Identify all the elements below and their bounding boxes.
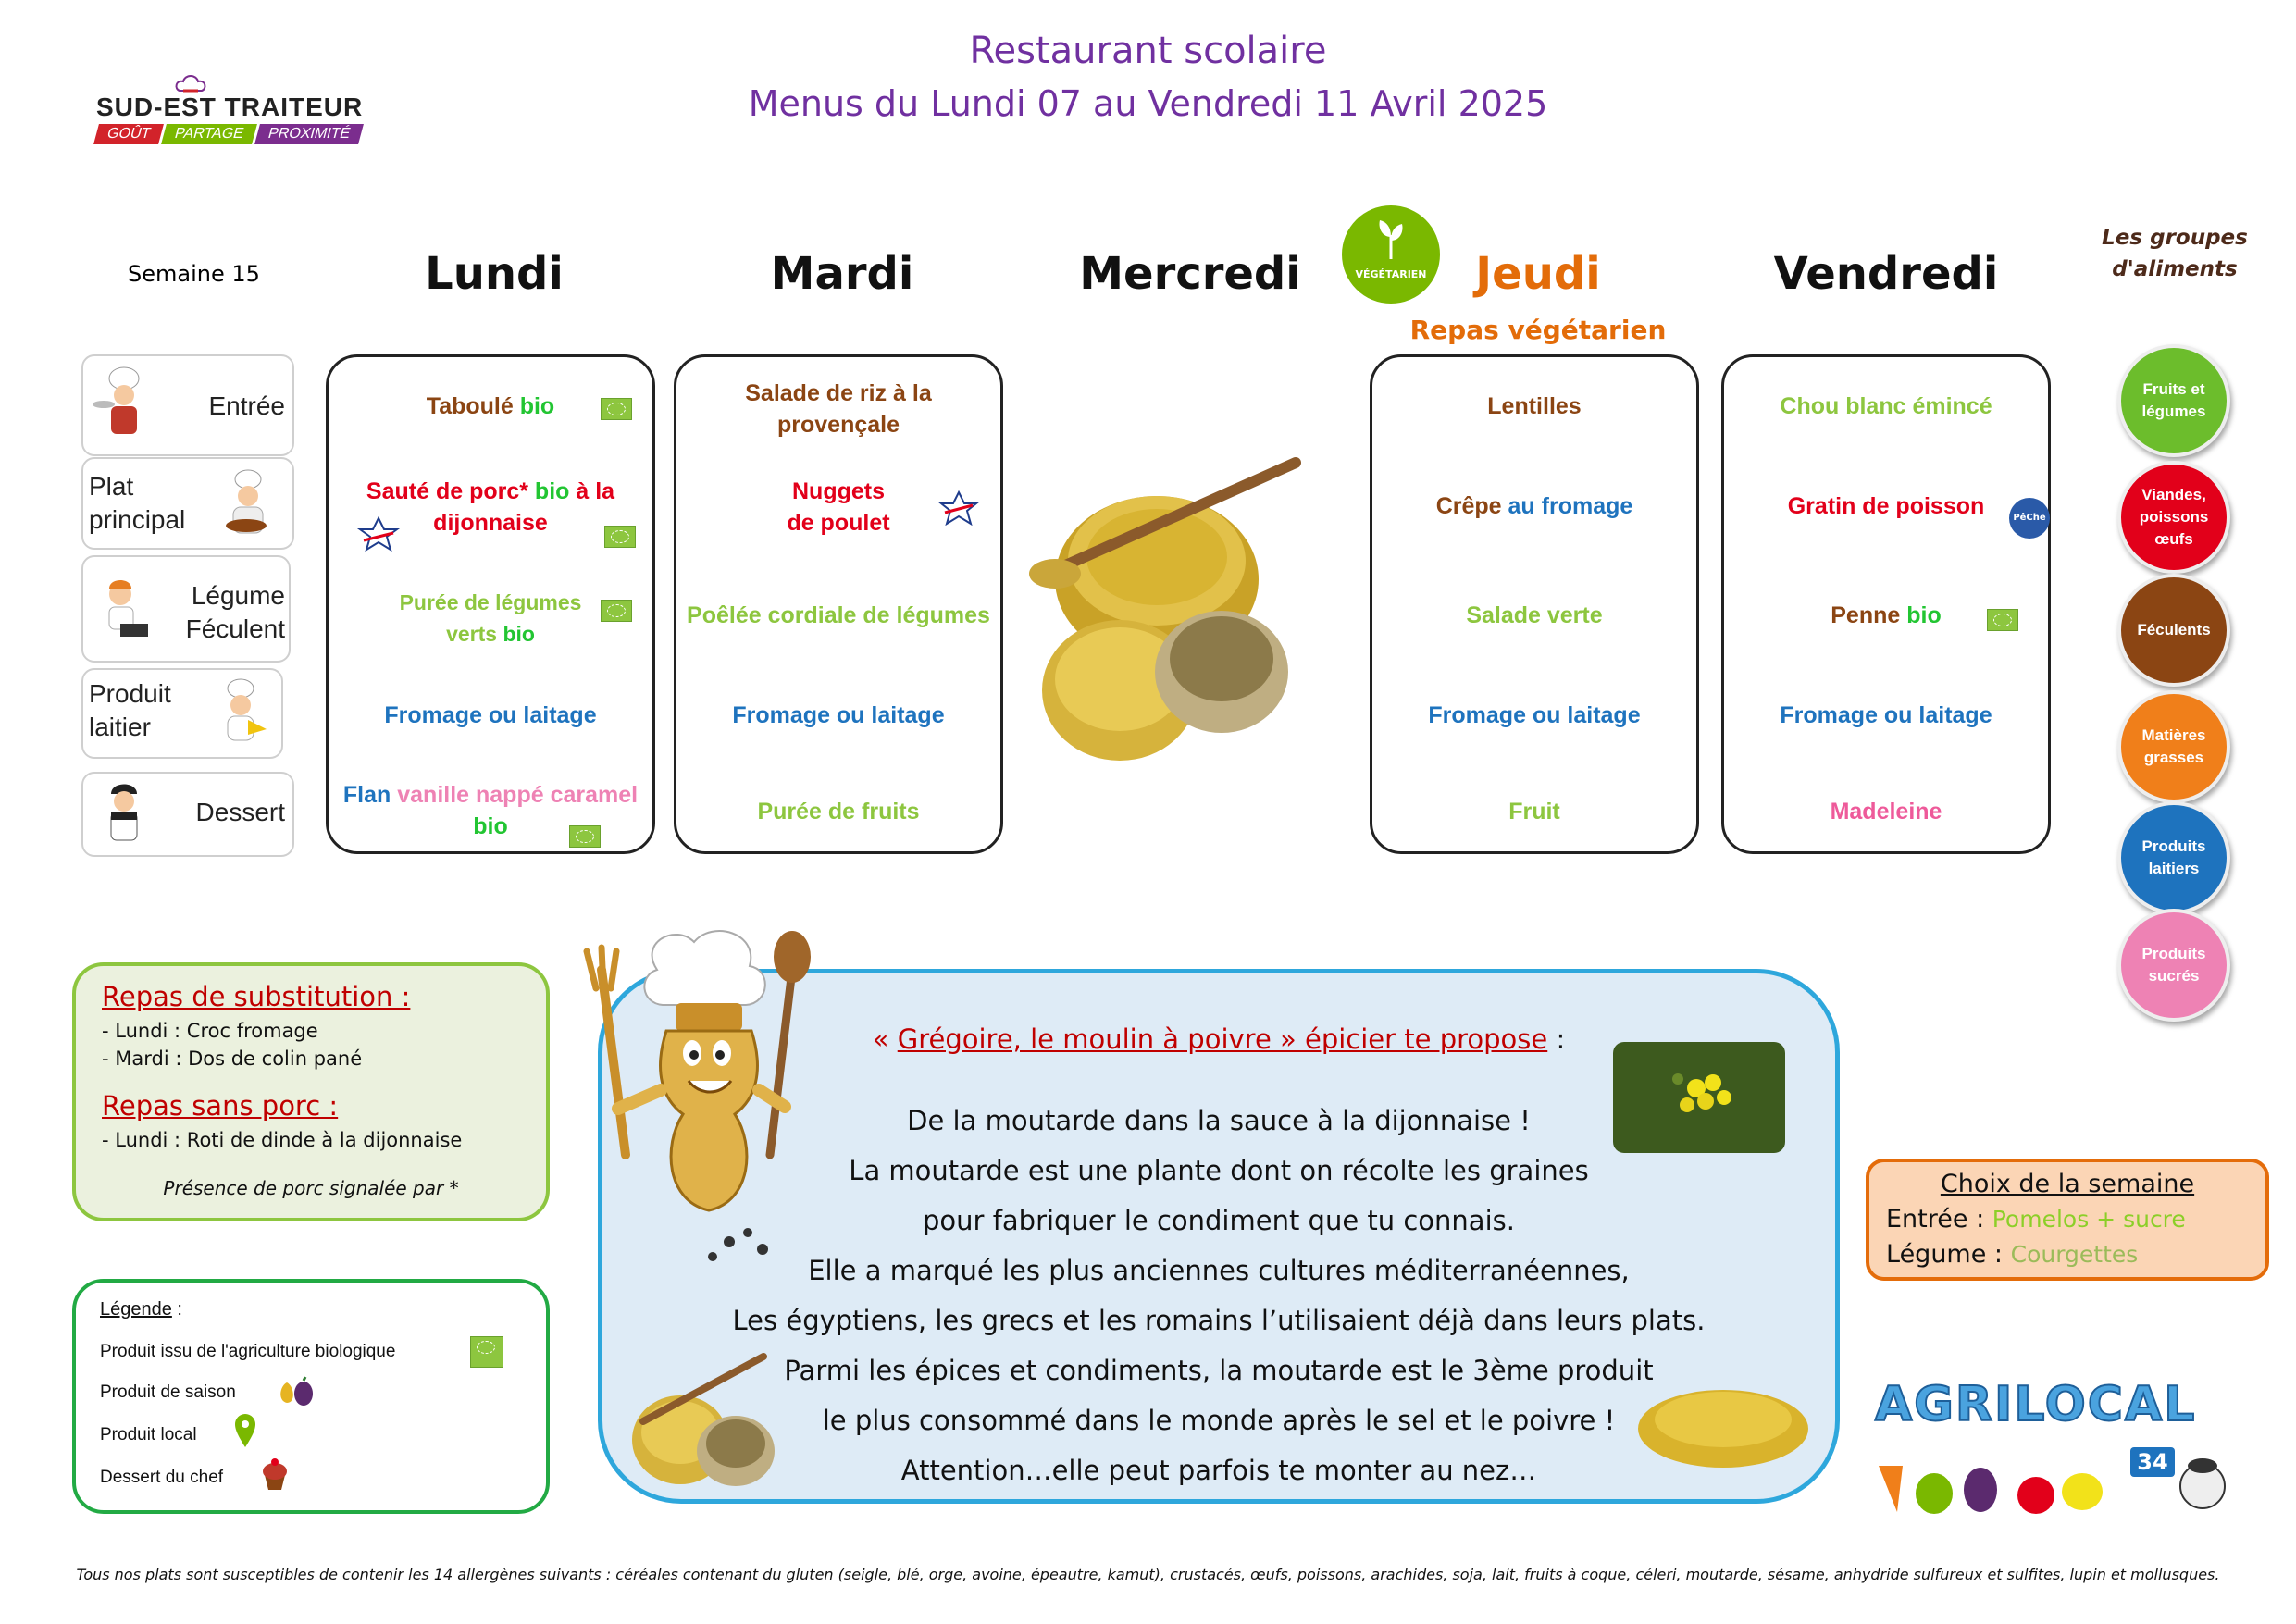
day-header-mercredi: Mercredi <box>1079 248 1301 300</box>
menu-column-jeudi <box>1370 354 1699 854</box>
story-line: De la moutarde dans la sauce à la dijonnaise ! <box>907 1105 1531 1136</box>
food-group-label <box>2142 725 2206 769</box>
vegetarian-badge-label: VÉGÉTARIEN <box>1355 268 1427 280</box>
agrilocal-number: 34 <box>2130 1447 2175 1477</box>
story-line: Parmi les épices et condiments, la moutarde est le 3ème produit <box>784 1355 1654 1386</box>
mardi-entree <box>676 378 1000 440</box>
mardi-dessert: Purée de fruits <box>757 799 920 824</box>
chef-legume-icon <box>93 570 152 644</box>
choix-semaine-box <box>1866 1159 2269 1281</box>
course-label-plat: Plat <box>89 472 134 501</box>
bio-label-icon <box>1987 609 2018 631</box>
dish-text: à la <box>569 478 615 504</box>
day-header-mardi: Mardi <box>770 248 914 300</box>
pepper-mill-mascot-image <box>574 914 816 1266</box>
mardi-laitier: Fromage ou laitage <box>732 702 945 728</box>
bio-text: bio <box>534 478 570 504</box>
course-label-dessert: Dessert <box>195 798 285 826</box>
legend-box <box>72 1279 550 1514</box>
substitution-title: Repas de substitution : <box>102 981 411 1012</box>
legend-item: Produit local <box>100 1425 197 1444</box>
food-groups-title-line: Les groupes <box>2102 226 2248 250</box>
course-legume <box>81 555 291 663</box>
day-header-vendredi: Vendredi <box>1773 248 1999 300</box>
chef-cooking-icon <box>217 468 276 542</box>
chef-waiter-icon <box>93 366 152 440</box>
food-groups-title <box>2082 222 2267 285</box>
food-groups-title-line: d'aliments <box>2112 257 2238 281</box>
story-line: le plus consommé dans le monde après le sel et le poivre ! <box>822 1405 1616 1436</box>
bio-text: bio <box>473 813 508 839</box>
food-group-label-line: Matières <box>2141 726 2206 744</box>
course-laitier <box>81 668 283 759</box>
jeudi-legume: Salade verte <box>1466 602 1603 628</box>
porc-note: Présence de porc signalée par * <box>163 1177 459 1199</box>
dish-text: Crêpe <box>1435 493 1508 519</box>
label-viande-france-icon <box>356 516 401 552</box>
story-heading-colon: : <box>1547 1023 1566 1055</box>
food-group-label-line: légumes <box>2141 403 2206 420</box>
lundi-dessert <box>329 779 652 842</box>
dish-text: au fromage <box>1508 493 1633 519</box>
story-line: Elle a marqué les plus anciennes cultures méditerranéennes, <box>808 1255 1630 1286</box>
mustard-jars-small-image <box>625 1347 782 1495</box>
dish-text: de poulet <box>787 510 890 536</box>
substitution-line: - Lundi : Croc fromage <box>102 1020 318 1042</box>
bio-text: bio <box>503 622 535 646</box>
food-group-label-line: grasses <box>2143 749 2204 766</box>
jeudi-dessert: Fruit <box>1508 799 1560 824</box>
logo-tag: PROXIMITÉ <box>254 124 364 144</box>
bio-label-icon <box>604 526 636 548</box>
jeudi-plat <box>1372 490 1696 522</box>
legend-item: Dessert du chef <box>100 1468 224 1487</box>
dish-text: dijonnaise <box>433 510 548 536</box>
food-group-label-line: Viandes, <box>2141 486 2206 503</box>
choix-title: Choix de la semaine <box>1940 1170 2195 1198</box>
vegetarian-meal-note: Repas végétarien <box>1409 315 1667 345</box>
food-group-label-line: Fruits et <box>2142 380 2205 398</box>
bio-text: bio <box>519 393 555 419</box>
day-header-lundi: Lundi <box>425 248 564 300</box>
leaf-sprout-icon <box>1372 217 1409 261</box>
chef-dessert-cupcake-icon <box>257 1457 292 1492</box>
food-group-label-line: sucrés <box>2148 967 2200 985</box>
label-volaille-france-icon <box>937 490 980 526</box>
legend-item: Produit issu de l'agriculture biologique <box>100 1342 396 1361</box>
course-dessert <box>81 772 294 857</box>
dish-text: Penne <box>1831 602 1907 628</box>
story-line: Attention…elle peut parfois te monter au nez… <box>900 1455 1537 1486</box>
mustard-jars-image <box>1018 450 1314 768</box>
course-label-legume: Légume <box>191 581 285 610</box>
food-group-label-line: Produits <box>2141 945 2206 962</box>
day-header-jeudi: Jeudi <box>1475 248 1601 300</box>
jeudi-laitier: Fromage ou laitage <box>1428 702 1641 728</box>
bio-label-icon <box>569 825 601 848</box>
legend-item: Produit de saison <box>100 1382 236 1402</box>
agrilocal-text: AGRILOCAL <box>1875 1377 2197 1432</box>
course-label-principal: principal <box>89 505 186 534</box>
food-group-badge <box>2117 574 2230 687</box>
dish-text: Flan <box>342 782 398 808</box>
food-group-label <box>2137 619 2210 641</box>
bio-text: bio <box>1906 602 1942 628</box>
allergens-footer: Tous nos plats sont susceptibles de contenir les 14 allergènes suivants : céréales contenant du gluten (seigle, blé, orge, avoine, épeautre, kamut), crustacés, œufs, poissons, arachides, soja, lait, fruits à coque, céleri, moutarde, sésame, anhydride sulfureux et sulfites, lupin et mollusques. <box>76 1566 2220 1583</box>
food-group-label <box>2142 943 2206 987</box>
choix-label: Entrée : <box>1886 1205 1992 1233</box>
course-entree <box>81 354 294 456</box>
food-group-label-line: œufs <box>2154 530 2193 548</box>
week-label: Semaine 15 <box>128 261 260 287</box>
agrilocal-logo <box>1860 1377 2249 1516</box>
dish-text: verts <box>446 622 503 646</box>
vendredi-dessert: Madeleine <box>1830 799 1942 824</box>
food-group-badge <box>2117 344 2230 457</box>
jeudi-entree: Lentilles <box>1487 393 1582 419</box>
vegetarian-badge <box>1342 205 1440 304</box>
logo-tag: PARTAGE <box>161 124 257 144</box>
menu-column-mardi <box>674 354 1003 854</box>
page-subtitle: Menus du Lundi 07 au Vendredi 11 Avril 2025 <box>748 83 1548 124</box>
choix-entree <box>1886 1205 2186 1233</box>
story-line: pour fabriquer le condiment que tu connais. <box>923 1205 1515 1236</box>
dish-text: provençale <box>776 412 900 438</box>
food-group-badge <box>2117 909 2230 1022</box>
story-heading-text: Grégoire, le moulin à poivre » épicier te propose <box>897 1023 1548 1055</box>
seasonal-fruit-icon <box>274 1375 316 1407</box>
food-group-label-line: Produits <box>2141 837 2206 855</box>
chef-cheese-icon <box>211 677 270 751</box>
vegetables-characters-icon <box>1860 1429 2249 1516</box>
dish-text: vanille nappé caramel <box>397 782 639 808</box>
sans-porc-line: - Lundi : Roti de dinde à la dijonnaise <box>102 1129 463 1151</box>
legend-title-colon: : <box>171 1299 182 1320</box>
food-group-label <box>2140 484 2209 551</box>
food-group-label-line: poissons <box>2139 508 2209 526</box>
substitution-box <box>72 962 550 1221</box>
choix-legume <box>1886 1240 2138 1269</box>
company-logo-tags <box>96 124 364 144</box>
menu-column-vendredi <box>1721 354 2051 854</box>
page-title: Restaurant scolaire <box>969 30 1327 72</box>
vendredi-laitier: Fromage ou laitage <box>1780 702 1992 728</box>
course-plat <box>81 457 294 550</box>
legend-title-text: Légende <box>100 1299 172 1320</box>
food-group-badge <box>2117 461 2230 574</box>
substitution-line: - Mardi : Dos de colin pané <box>102 1048 363 1070</box>
choix-value: Courgettes <box>2010 1241 2139 1268</box>
dish-text: Nuggets <box>792 478 885 504</box>
food-group-badge <box>2117 690 2230 803</box>
local-map-pin-icon <box>233 1412 257 1449</box>
mustard-seeds-image <box>1635 1373 1811 1469</box>
course-label-entree: Entrée <box>208 391 285 420</box>
course-label-feculent: Féculent <box>185 614 285 643</box>
mustard-flower-photo <box>1613 1042 1785 1153</box>
food-group-label <box>2142 378 2206 423</box>
food-group-label-line: laitiers <box>2148 860 2200 877</box>
bio-label-icon <box>601 398 632 420</box>
vendredi-plat: Gratin de poisson <box>1787 493 1985 519</box>
food-group-label-line: Féculents <box>2137 621 2211 638</box>
dish-text: Purée de légumes <box>399 590 582 614</box>
dish-text: Taboulé <box>426 393 520 419</box>
sans-porc-title: Repas sans porc : <box>102 1090 339 1122</box>
company-logo: SUD-EST TRAITEUR <box>96 93 364 121</box>
story-heading-quote: « <box>872 1023 898 1055</box>
bio-label-icon <box>470 1336 503 1368</box>
lundi-laitier: Fromage ou laitage <box>384 702 597 728</box>
dish-text: Sauté de porc* <box>366 478 535 504</box>
story-line: La moutarde est une plante dont on récolte les graines <box>849 1155 1589 1186</box>
peche-durable-badge: PêChe <box>2009 498 2050 539</box>
food-group-label <box>2142 836 2206 880</box>
story-line: Les égyptiens, les grecs et les romains l’utilisaient déjà dans leurs plats. <box>732 1305 1706 1336</box>
vendredi-entree: Chou blanc émincé <box>1780 393 1992 419</box>
choix-value: Pomelos + sucre <box>1992 1206 2186 1233</box>
menu-column-lundi <box>326 354 655 854</box>
choix-label: Légume : <box>1886 1240 2011 1269</box>
bio-label-icon <box>601 600 632 622</box>
chef-dessert-icon <box>94 779 154 853</box>
mardi-legume: Poêlée cordiale de légumes <box>687 602 990 628</box>
dish-text: Salade de riz à la <box>745 380 932 406</box>
course-label-produit: Produit <box>89 679 171 708</box>
logo-tag: GOÛT <box>93 124 164 144</box>
food-group-badge <box>2117 801 2230 914</box>
legend-title <box>100 1299 182 1320</box>
course-label-laitier: laitier <box>89 713 151 741</box>
